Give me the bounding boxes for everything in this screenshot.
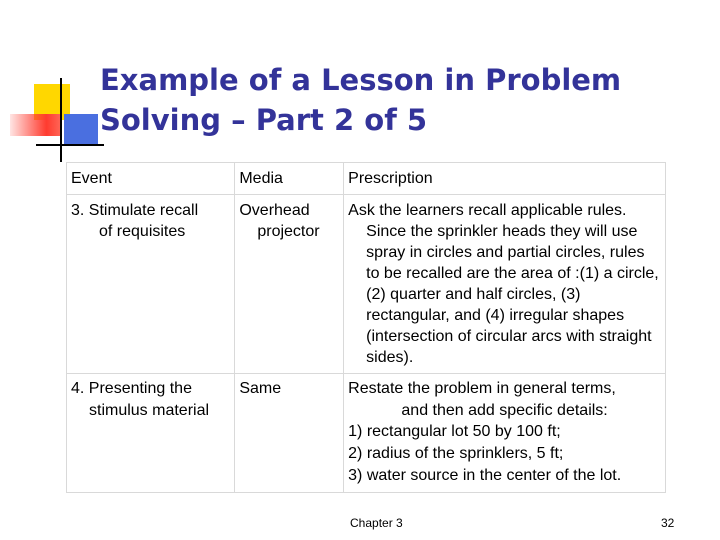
footer-page-number: 32	[661, 516, 675, 530]
decor-vertical-line	[60, 78, 62, 162]
slide-title	[100, 60, 700, 140]
row2-detail-2: 2) radius of the sprinklers, 5 ft;	[348, 445, 564, 462]
row1-media-line1: Overhead	[239, 202, 310, 219]
row1-prescription	[344, 195, 666, 374]
row2-prescription-line2: and then add specific details:	[401, 402, 608, 419]
title-line-2: Solving – Part 2 of 5	[100, 103, 428, 137]
row2-event-line1: 4. Presenting the	[71, 380, 192, 397]
title-line-1: Example of a Lesson in Problem	[100, 63, 622, 97]
row2-event-line2: stimulus material	[89, 402, 210, 419]
row1-prescription-first: Ask the learners recall applicable rules.	[348, 202, 627, 219]
header-event: Event	[67, 163, 235, 195]
decor-blue-square	[64, 114, 98, 146]
row1-event-line2: of requisites	[99, 223, 186, 240]
row2-media: Same	[235, 374, 344, 493]
footer-chapter: Chapter 3	[350, 516, 403, 530]
row2-detail-3: 3) water source in the center of the lot.	[348, 467, 622, 484]
row1-event	[67, 195, 235, 374]
header-media: Media	[235, 163, 344, 195]
header-prescription: Prescription	[344, 163, 666, 195]
row1-prescription-rest: Since the sprinkler heads they will use spray in circles and partial circles, rules to be recalled are the area of :(1) a circle, (2) quarter and half circles, (3) rectangular, and (4) irregular shapes (intersection of circular arcs with straight sides).	[366, 223, 659, 366]
row2-prescription-line1: Restate the problem in general terms,	[348, 380, 616, 397]
decor-red-bar	[10, 114, 62, 136]
row2-event	[67, 374, 235, 493]
row1-event-line1: 3. Stimulate recall	[71, 202, 199, 219]
row2-prescription	[344, 374, 666, 493]
lesson-table	[66, 162, 666, 493]
table-header-row	[67, 163, 666, 195]
table-row	[67, 374, 666, 493]
table-row	[67, 195, 666, 374]
row2-detail-1: 1) rectangular lot 50 by 100 ft;	[348, 423, 561, 440]
decor-horizontal-line	[36, 144, 104, 146]
row1-media-line2: projector	[257, 223, 320, 240]
row1-media	[235, 195, 344, 374]
